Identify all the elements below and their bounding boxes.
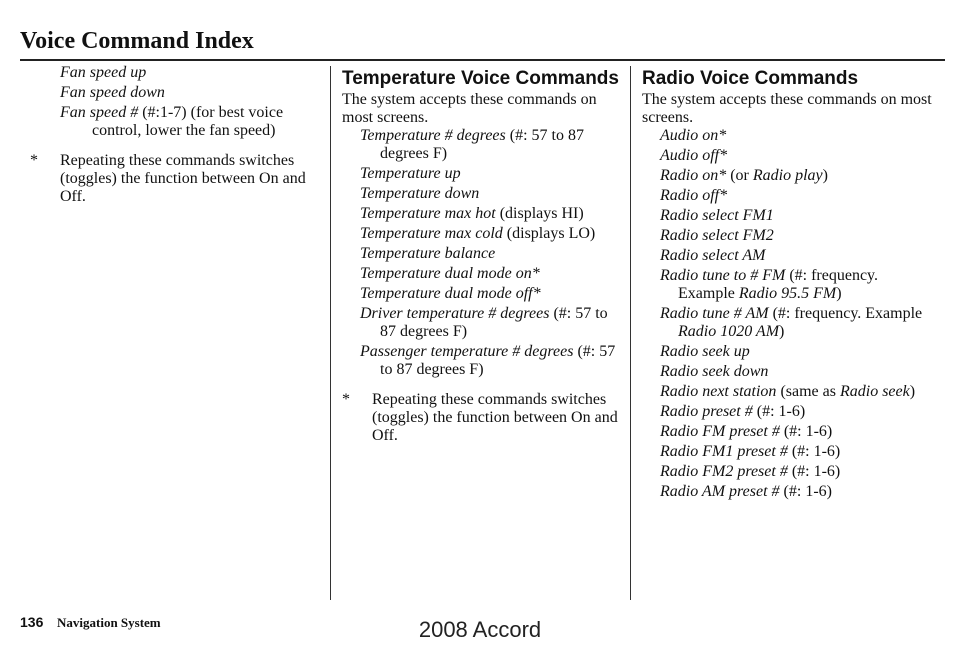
command-detail: (#: 1-6) bbox=[787, 443, 841, 460]
footnote-marker: * bbox=[342, 391, 350, 408]
command-detail: (displays LO) bbox=[502, 225, 596, 242]
command-item bbox=[642, 167, 932, 185]
command-detail: (#:1-7) (for best voice control, lower the fan speed) bbox=[92, 104, 284, 139]
command-text: Radio select FM2 bbox=[660, 227, 774, 244]
command-detail-end: ) bbox=[779, 323, 785, 340]
footnote-text: Repeating these commands switches (toggles) the function between On and Off. bbox=[372, 391, 618, 444]
command-text: Radio seek up bbox=[660, 343, 750, 360]
command-detail: (#: 1-6) bbox=[787, 463, 841, 480]
command-detail: (or bbox=[726, 167, 753, 184]
page-title: Voice Command Index bbox=[20, 28, 254, 54]
temperature-heading: Temperature Voice Commands bbox=[342, 68, 619, 89]
command-item bbox=[342, 165, 622, 183]
command-text: Radio on* bbox=[660, 167, 727, 184]
command-text: Temperature balance bbox=[360, 245, 496, 262]
radio-heading: Radio Voice Commands bbox=[642, 68, 859, 89]
fan-command-list bbox=[30, 64, 320, 140]
command-item bbox=[342, 205, 622, 223]
column-divider bbox=[330, 66, 331, 600]
command-item bbox=[642, 207, 932, 225]
command-text: Radio next station bbox=[660, 383, 777, 400]
page-number: 136 bbox=[20, 614, 44, 630]
command-item bbox=[642, 187, 932, 205]
command-text: Audio off* bbox=[660, 147, 728, 164]
command-text: Radio tune # AM bbox=[660, 305, 769, 322]
command-item bbox=[342, 225, 622, 243]
command-item bbox=[30, 64, 320, 82]
command-text-secondary: Radio seek bbox=[839, 383, 910, 400]
command-item bbox=[30, 104, 320, 140]
command-detail: (#: frequency. Example bbox=[678, 267, 879, 302]
title-divider bbox=[20, 59, 945, 61]
command-text: Radio off* bbox=[660, 187, 728, 204]
radio-commands-column bbox=[642, 64, 932, 503]
command-text: Fan speed down bbox=[60, 84, 165, 101]
command-item bbox=[642, 147, 932, 165]
command-detail: (same as bbox=[776, 383, 840, 400]
toggle-footnote bbox=[30, 152, 320, 206]
command-detail: (#: 57 to 87 degrees F) bbox=[380, 343, 616, 378]
temperature-commands-column bbox=[342, 64, 622, 445]
command-text: Radio preset # bbox=[660, 403, 753, 420]
radio-command-list bbox=[642, 127, 932, 501]
footnote-text: Repeating these commands switches (toggles) the function between On and Off. bbox=[60, 152, 306, 205]
command-item bbox=[642, 383, 932, 401]
command-text: Driver temperature # degrees bbox=[360, 305, 550, 322]
command-text: Radio AM preset # bbox=[660, 483, 780, 500]
command-detail-end: ) bbox=[836, 285, 842, 302]
command-text-secondary: Radio 95.5 FM bbox=[738, 285, 837, 302]
command-text: Fan speed up bbox=[60, 64, 147, 81]
footnote-marker: * bbox=[30, 152, 38, 169]
command-item bbox=[642, 443, 932, 461]
command-item bbox=[342, 305, 622, 341]
command-item bbox=[642, 227, 932, 245]
command-item bbox=[342, 343, 622, 379]
command-text: Fan speed # bbox=[60, 104, 139, 121]
command-text: Radio FM2 preset # bbox=[660, 463, 788, 480]
command-item bbox=[342, 185, 622, 203]
command-item bbox=[30, 84, 320, 102]
command-detail: (#: 57 to 87 degrees F) bbox=[380, 127, 584, 162]
temperature-command-list bbox=[342, 127, 622, 379]
column-divider bbox=[630, 66, 631, 600]
command-text: Audio on* bbox=[660, 127, 727, 144]
command-text: Radio seek down bbox=[660, 363, 769, 380]
footer-label: Navigation System bbox=[57, 615, 161, 630]
command-item bbox=[642, 305, 932, 341]
command-text-secondary: Radio 1020 AM bbox=[678, 323, 780, 340]
command-detail-end: ) bbox=[822, 167, 828, 184]
command-text: Temperature max hot bbox=[360, 205, 496, 222]
command-detail: (#: 1-6) bbox=[779, 423, 833, 440]
command-item bbox=[642, 127, 932, 145]
command-item bbox=[642, 343, 932, 361]
command-text: Passenger temperature # degrees bbox=[360, 343, 574, 360]
command-item bbox=[642, 247, 932, 265]
fan-commands-column bbox=[30, 64, 320, 206]
command-detail: (#: 57 to 87 degrees F) bbox=[380, 305, 608, 340]
command-item bbox=[642, 423, 932, 441]
command-item bbox=[642, 403, 932, 421]
temperature-intro: The system accepts these commands on most screens. bbox=[342, 91, 597, 126]
command-item bbox=[342, 245, 622, 263]
toggle-footnote bbox=[342, 391, 622, 445]
radio-intro: The system accepts these commands on most screens. bbox=[642, 91, 932, 126]
command-detail-end: ) bbox=[909, 383, 916, 400]
command-text: Radio select FM1 bbox=[660, 207, 774, 224]
command-item bbox=[642, 483, 932, 501]
command-item bbox=[642, 267, 932, 303]
command-detail: (displays HI) bbox=[495, 205, 584, 222]
command-text: Temperature max cold bbox=[360, 225, 503, 242]
command-text: Temperature up bbox=[360, 165, 461, 182]
command-detail: (#: 1-6) bbox=[779, 483, 832, 500]
command-text: Radio FM preset # bbox=[660, 423, 780, 440]
command-item bbox=[342, 265, 622, 283]
command-text: Temperature down bbox=[360, 185, 480, 202]
command-text: Temperature dual mode off* bbox=[360, 285, 541, 302]
command-detail: (#: frequency. Example bbox=[768, 305, 923, 322]
command-text: Radio FM1 preset # bbox=[660, 443, 788, 460]
command-item bbox=[642, 363, 932, 381]
command-item bbox=[342, 285, 622, 303]
command-item bbox=[642, 463, 932, 481]
command-text: Radio tune to # FM bbox=[660, 267, 786, 284]
command-item bbox=[342, 127, 622, 163]
command-text-secondary: Radio play bbox=[752, 167, 823, 184]
command-text: Temperature dual mode on* bbox=[360, 265, 540, 282]
command-text: Temperature # degrees bbox=[360, 127, 506, 144]
command-detail: (#: 1-6) bbox=[752, 403, 806, 420]
watermark: 2008 Accord bbox=[418, 617, 542, 642]
command-text: Radio select AM bbox=[660, 247, 766, 264]
